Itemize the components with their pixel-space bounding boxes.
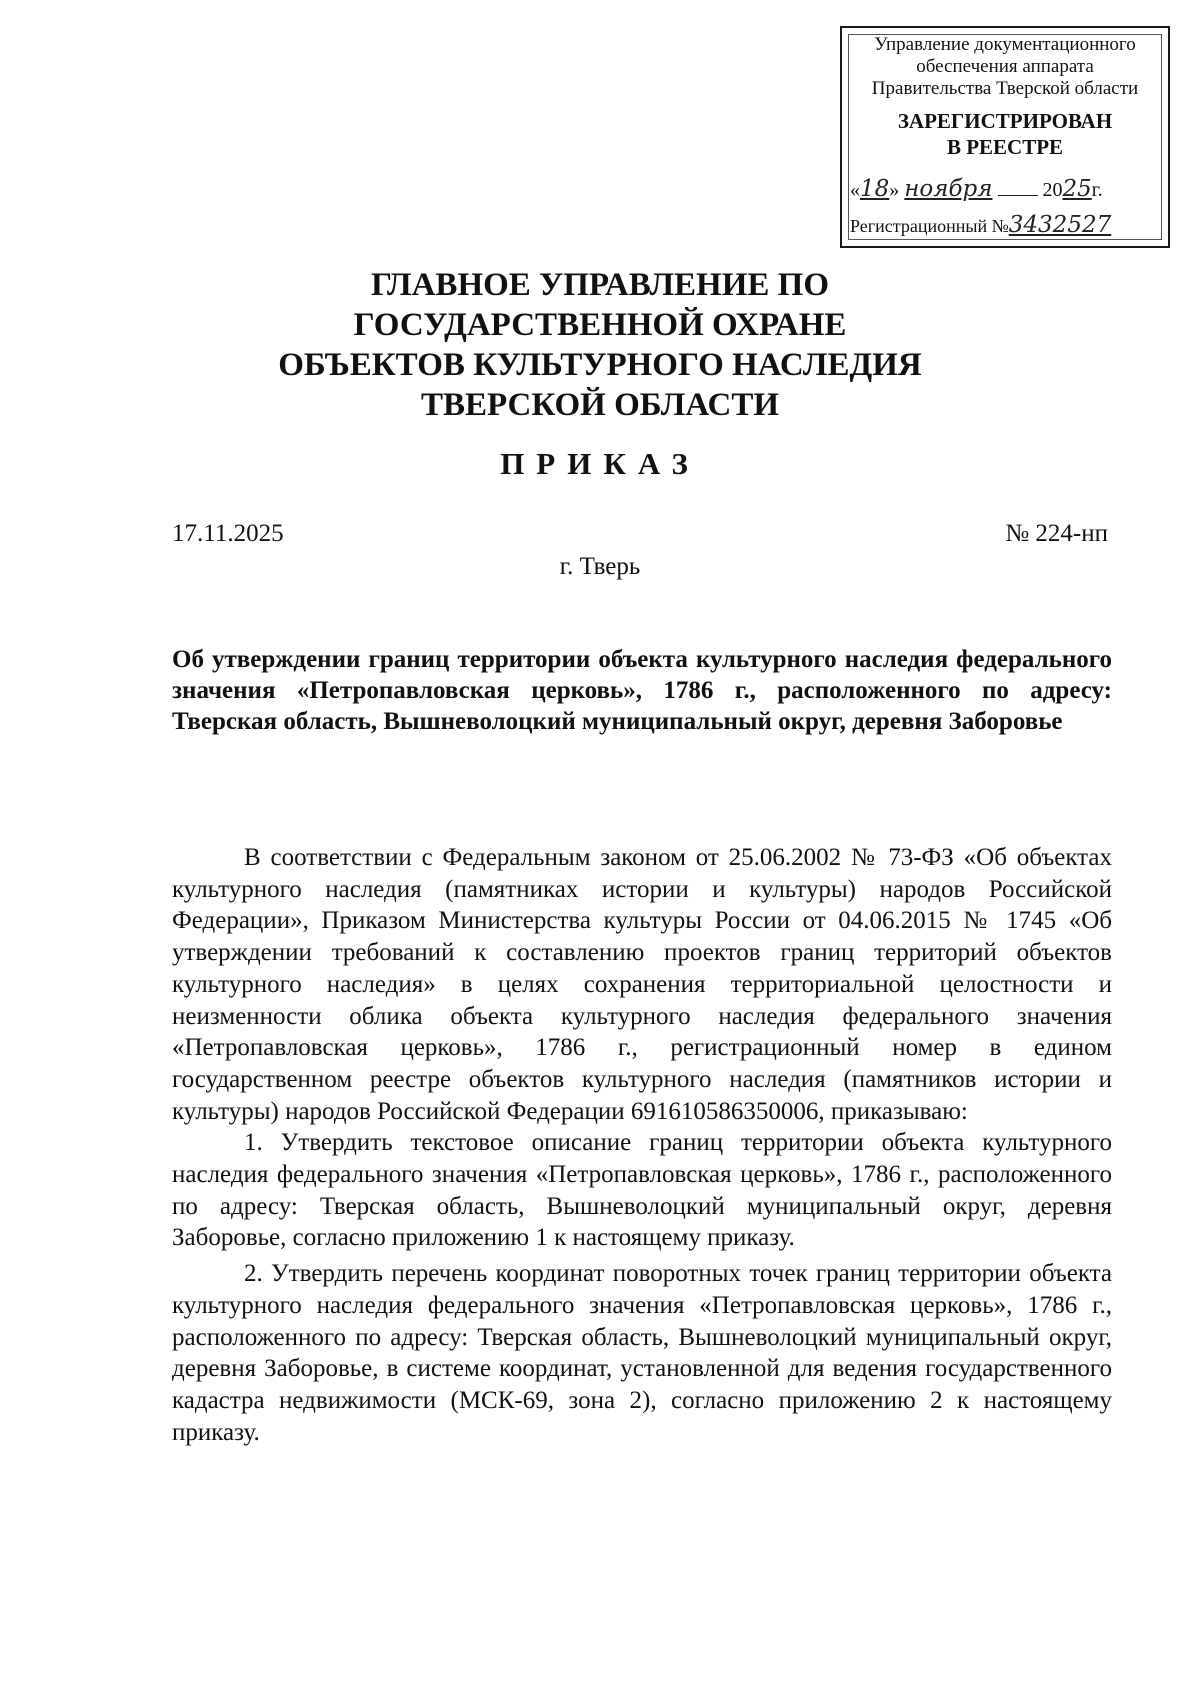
stamp-year-suffix: 25 bbox=[1062, 176, 1092, 202]
stamp-year-unit: г. bbox=[1091, 179, 1103, 201]
stamp-day: 18 bbox=[860, 176, 890, 202]
stamp-year-prefix: 20 bbox=[1042, 179, 1063, 201]
document-date: 17.11.2025 bbox=[172, 520, 284, 547]
document-body bbox=[172, 842, 1112, 1448]
agency-name bbox=[0, 265, 1200, 425]
agency-line4: ТВЕРСКОЙ ОБЛАСТИ bbox=[420, 387, 780, 423]
stamp-reg-label: Регистрационный № bbox=[850, 216, 1009, 236]
stamp-org-line2: обеспечения аппарата bbox=[916, 56, 1094, 77]
agency-line2: ГОСУДАРСТВЕННОЙ ОХРАНЕ bbox=[353, 307, 847, 343]
document-number: № 224-нп bbox=[1005, 520, 1108, 547]
document-subject: Об утверждении границ территории объекта культурного наследия федерального значения «Петропавловская церковь», 1786 г., расположенного по адресу: Тверская область, Вышневолоцкий муниципальный округ, деревня Заборовье bbox=[172, 646, 1112, 735]
stamp-reg-number: 3432527 bbox=[1008, 212, 1112, 238]
agency-line1: ГЛАВНОЕ УПРАВЛЕНИЕ ПО bbox=[371, 267, 829, 303]
stamp-inner-frame bbox=[848, 34, 1162, 240]
stamp-status-line2: В РЕЕСТРЕ bbox=[946, 135, 1064, 159]
item-1-paragraph: 1. Утвердить текстовое описание границ территории объекта культурного наследия федерального значения «Петропавловская церковь», 1786 г., расположенного по адресу: Тверская область, Вышневолоцкий муниципальный округ, деревня Заборовье, согласно приложению 1 к настоящему приказу. bbox=[172, 1129, 1112, 1252]
document-city: г. Тверь bbox=[559, 553, 641, 580]
stamp-date-row: «18» ноября 2025г. bbox=[850, 176, 1103, 202]
registration-stamp bbox=[840, 26, 1170, 248]
document-type: ПРИКАЗ bbox=[500, 446, 700, 481]
stamp-status-line1: ЗАРЕГИСТРИРОВАН bbox=[897, 109, 1113, 133]
preamble-paragraph: В соответствии с Федеральным законом от 25.06.2002 № 73-ФЗ «Об объектах культурного наследия (памятниках истории и культуры) народов Российской Федерации», Приказом Министерства культуры России от 04.06.2015 № 1745 «Об утверждении требований к составлению проектов границ территорий объектов культурного наследия» в целях сохранения территориальной целостности и неизменности облика объекта культурного наследия федерального значения «Петропавловская церковь», 1786 г., регистрационный номер в едином государственном реестре объектов культурного наследия (памятников истории и культуры) народов Российской Федерации 691610586350006, приказываю: bbox=[172, 844, 1112, 1125]
item-2-paragraph: 2. Утвердить перечень координат поворотных точек границ территории объекта культурного наследия федерального значения «Петропавловская церковь», 1786 г., расположенного по адресу: Тверская область, Вышневолоцкий муниципальный округ, деревня Заборовье, в системе координат, установленной для ведения государственного кадастра недвижимости (МСК-69, зона 2), согласно приложению 2 к настоящему приказу. bbox=[172, 1260, 1112, 1446]
stamp-number-row bbox=[850, 214, 1160, 237]
agency-line3: ОБЪЕКТОВ КУЛЬТУРНОГО НАСЛЕДИЯ bbox=[278, 347, 922, 383]
stamp-org-line3: Правительства Тверской области bbox=[871, 78, 1139, 99]
stamp-month: ноября bbox=[904, 176, 993, 202]
stamp-org-line1: Управление документационного bbox=[874, 34, 1136, 55]
